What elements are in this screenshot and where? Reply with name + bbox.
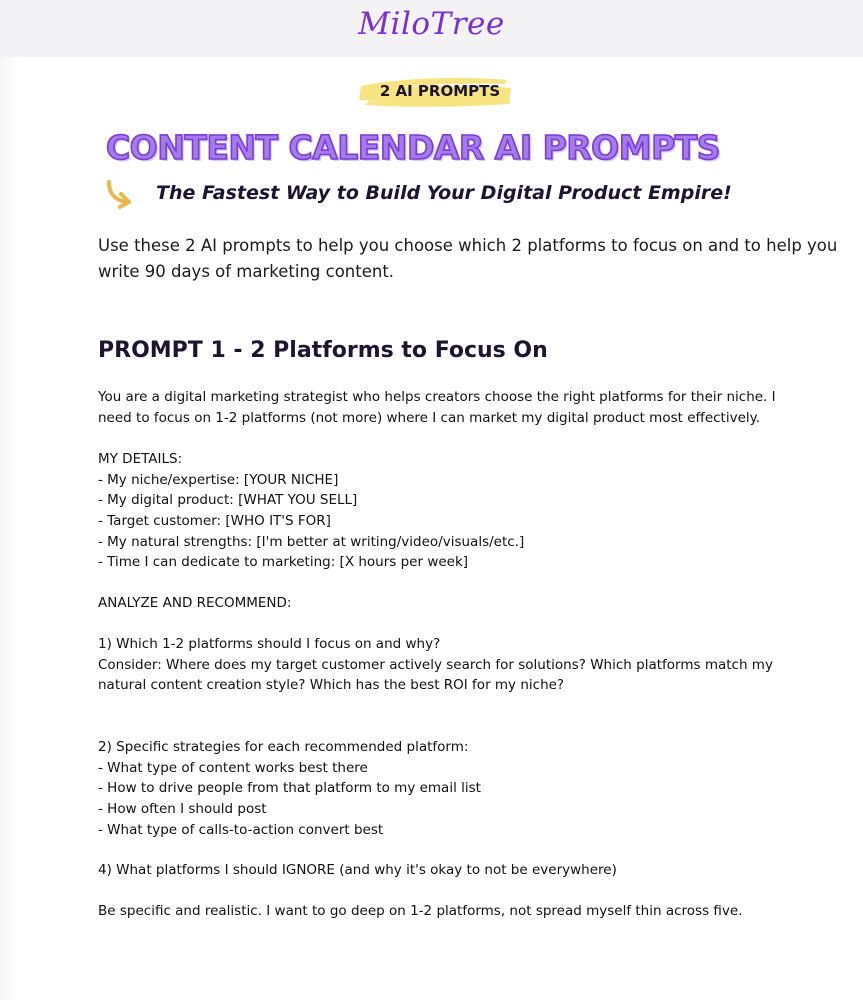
intro-text-end: to help you choose which 2 platforms to focus on and to help you	[290, 236, 838, 255]
strategy-item: - What type of calls-to-action convert best	[98, 821, 384, 838]
ai-prompts-badge	[355, 74, 511, 110]
text-line: You are a digital marketing strategist who helps creators choose the right platforms for their niche. I	[98, 389, 776, 405]
text-line: ANALYZE AND RECOMMEND:	[98, 595, 292, 611]
detail-item: - My natural strengths: [I'm better at writing/video/visuals/etc.]	[98, 533, 525, 550]
prompt-1-title: PROMPT 1 - 2 Platforms to Focus On	[98, 338, 548, 363]
question-4-block	[98, 860, 838, 881]
badge-label: 2 AI PROMPTS	[379, 82, 501, 100]
ai-prompts-link[interactable]: AI prompts	[200, 236, 291, 255]
my-details-list	[98, 449, 838, 573]
detail-item: - Time I can dedicate to marketing: [X hours per week]	[98, 554, 469, 571]
question-heading: 4) What platforms I should IGNORE (and why it's okay to not be everywhere)	[98, 862, 617, 878]
page-edge-shadow	[0, 57, 20, 1000]
intro-paragraph	[98, 233, 838, 285]
page-headline: CONTENT CALENDAR AI PROMPTS	[105, 128, 721, 167]
strategy-item: - How to drive people from that platform to my email list	[98, 780, 481, 797]
text-line: need to focus on 1-2 platforms (not more) where I can market my digital product most effectively.	[98, 409, 760, 426]
page-subtitle: The Fastest Way to Build Your Digital Product Empire!	[156, 182, 732, 204]
detail-item: - Target customer: [WHO IT'S FOR]	[98, 513, 331, 530]
text-line: natural content creation style? Which has the best ROI for my niche?	[98, 677, 565, 694]
intro-line-2: write 90 days of marketing content.	[98, 262, 395, 281]
intro-text-start: Use these 2	[98, 236, 201, 255]
detail-item: - My digital product: [WHAT YOU SELL]	[98, 492, 358, 509]
detail-item: - My niche/expertise: [YOUR NICHE]	[98, 471, 339, 488]
question-heading: 2) Specific strategies for each recommended platform:	[98, 739, 469, 755]
curved-arrow-icon	[103, 178, 137, 210]
strategy-item: - What type of content works best there	[98, 759, 368, 776]
prompt-1-intro-paragraph	[98, 387, 838, 428]
milotree-logo[interactable]: MiloTree	[358, 6, 505, 42]
strategy-item: - How often I should post	[98, 801, 267, 818]
question-heading: 1) Which 1-2 platforms should I focus on and why?	[98, 636, 441, 652]
analyze-heading	[98, 593, 838, 614]
closing-instruction	[98, 901, 838, 922]
intro-line-1	[98, 233, 838, 259]
text-line: Be specific and realistic. I want to go deep on 1-2 platforms, not spread myself thin across five.	[98, 903, 743, 919]
text-line: Consider: Where does my target customer actively search for solutions? Which platforms match my	[98, 656, 773, 673]
question-1-block	[98, 634, 838, 696]
details-heading: MY DETAILS:	[98, 451, 183, 467]
question-2-block	[98, 737, 838, 840]
